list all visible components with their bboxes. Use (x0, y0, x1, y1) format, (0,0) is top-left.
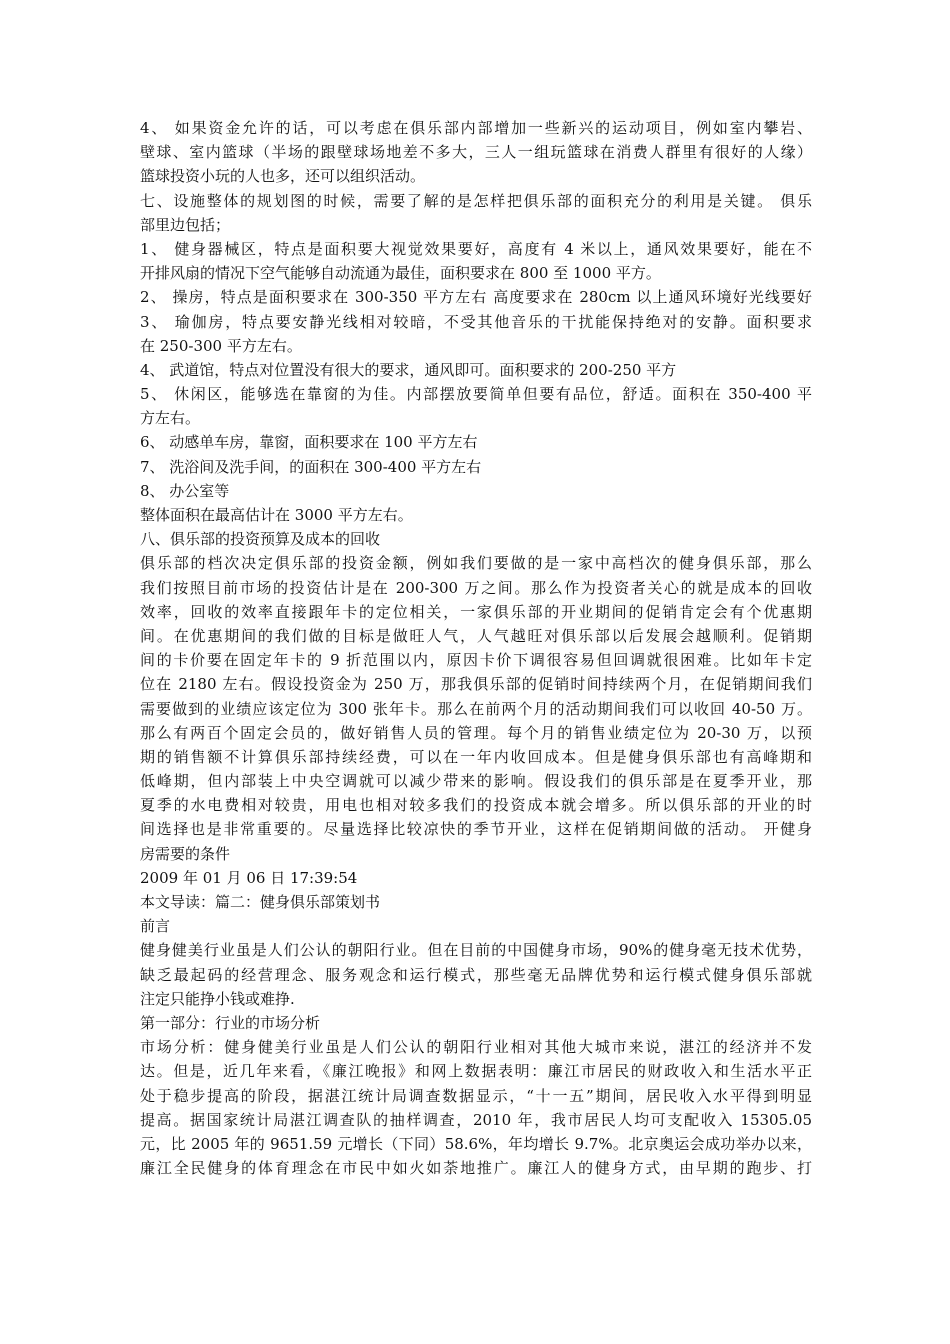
text-line: 提高。据国家统计局湛江调查队的抽样调查，2010 年，我市居民人均可支配收入 15305.05 (140, 1110, 812, 1129)
text-line: 方左右。 (140, 409, 201, 428)
text-line: 元，比 2005 年的 9651.59 元增长（下同）58.6%，年均增长 9.7%。北京奥运会成功举办以来， (140, 1134, 812, 1153)
document-body (140, 116, 812, 1180)
text-line: 缺乏最起码的经营理念、服务观念和运行模式，那些毫无品牌优势和运行模式健身俱乐部就 (140, 965, 812, 984)
text-line: 房需要的条件 (140, 844, 231, 863)
text-line: 俱乐部的档次决定俱乐部的投资金额，例如我们要做的是一家中高档次的健身俱乐部，那么 (140, 554, 812, 573)
text-line: 达。但是，近几年来看，《廉江晚报》和网上数据表明：廉江市居民的财政收入和生活水平正 (140, 1062, 812, 1081)
text-line: 期的销售额不计算俱乐部持续经费，可以在一年内收回成本。但是健身俱乐部也有高峰期和 (140, 747, 812, 766)
text-line: 间。在优惠期间的我们做的目标是做旺人气，人气越旺对俱乐部以后发展会越顺利。促销期 (140, 626, 812, 645)
text-line: 4、 武道馆，特点对位置没有很大的要求，通风即可。面积要求的 200-250 平方 (140, 360, 677, 379)
text-line: 廉江全民健身的体育理念在市民中如火如荼地推广。廉江人的健身方式，由早期的跑步、打 (140, 1159, 812, 1178)
text-line: 前言 (140, 917, 171, 936)
text-line: 2、 操房，特点是面积要求在 300-350 平方左右 高度要求在 280cm 以上通风环境好光线要好 (140, 288, 812, 307)
text-line: 开排风扇的情况下空气能够自动流通为最佳，面积要求在 800 至 1000 平方。 (140, 264, 661, 283)
text-line: 2009 年 01 月 06 日 17:39:54 (140, 868, 358, 887)
text-line: 4、 如果资金允许的话，可以考虑在俱乐部内部增加一些新兴的运动项目，例如室内攀岩、 (140, 119, 812, 137)
text-line: 部里边包括； (140, 215, 231, 234)
text-line: 6、 动感单车房，靠窗，面积要求在 100 平方左右 (140, 433, 478, 452)
text-line: 3、 瑜伽房，特点要安静光线相对较暗，不受其他音乐的干扰能保持绝对的安静。面积要求 (140, 312, 812, 331)
text-line: 健身健美行业虽是人们公认的朝阳行业。但在目前的中国健身市场，90%的健身毫无技术优势， (140, 941, 812, 960)
text-line: 5、 休闲区，能够选在靠窗的为佳。内部摆放要简单但要有品位，舒适。面积在 350-400 平 (140, 385, 812, 404)
text-line: 八、俱乐部的投资预算及成本的回收 (140, 530, 381, 549)
text-line: 效率，回收的效率直接跟年卡的定位相关，一家俱乐部的开业期间的促销肯定会有个优惠期 (140, 602, 812, 621)
text-line: 注定只能挣小钱或难挣. (140, 989, 295, 1008)
text-line: 整体面积在最高估计在 3000 平方左右。 (140, 506, 413, 524)
text-line: 夏季的水电费相对较贵，用电也相对较多我们的投资成本就会增多。所以俱乐部的开业的时 (140, 796, 812, 815)
text-line: 那么有两百个固定会员的，做好销售人员的管理。每个月的销售业绩定位为 20-30 万，以预 (140, 723, 812, 742)
text-line: 需要做到的业绩应该定位为 300 张年卡。那么在前两个月的活动期间我们可以收回 40-50 万。 (140, 699, 812, 718)
text-line: 位在 2180 左右。假设投资金为 250 万，那我俱乐部的促销时间持续两个月，在促销期间我们 (140, 675, 812, 694)
text-line: 本文导读：篇二：健身俱乐部策划书 (140, 893, 381, 911)
text-line: 1、 健身器械区，特点是面积要大视觉效果要好，高度有 4 米以上，通风效果要好，能在不 (140, 239, 812, 258)
text-line: 7、 洗浴间及洗手间，的面积在 300-400 平方左右 (140, 457, 482, 476)
text-line: 间选择也是非常重要的。尽量选择比较凉快的季节开业，这样在促销期间做的活动。 开健身 (140, 820, 812, 839)
text-line: 在 250-300 平方左右。 (140, 336, 302, 355)
text-line: 市场分析：健身健美行业虽是人们公认的朝阳行业相对其他大城市来说，湛江的经济并不发 (140, 1038, 812, 1057)
text-line: 我们按照目前市场的投资估计是在 200-300 万之间。那么作为投资者关心的就是成本的回收 (140, 578, 812, 597)
text-line: 第一部分：行业的市场分析 (140, 1013, 321, 1032)
text-line: 七、设施整体的规划图的时候，需要了解的是怎样把俱乐部的面积充分的利用是关键。 俱乐 (140, 191, 812, 210)
text-line: 篮球投资小玩的人也多，还可以组织活动。 (140, 167, 426, 186)
text-line: 8、 办公室等 (140, 481, 230, 500)
text-line: 低峰期，但内部装上中央空调就可以减少带来的影响。假设我们的俱乐部是在夏季开业，那 (140, 772, 812, 791)
text-line: 间的卡价要在固定年卡的 9 折范围以内，原因卡价下调很容易但回调就很困难。比如年卡定 (140, 651, 812, 670)
text-line: 壁球、室内篮球（半场的跟壁球场地差不多大，三人一组玩篮球在消费人群里有很好的人缘） (140, 143, 812, 162)
text-line: 处于稳步提高的阶段，据湛江统计局调查数据显示，“十一五”期间，居民收入水平得到明显 (140, 1086, 812, 1105)
